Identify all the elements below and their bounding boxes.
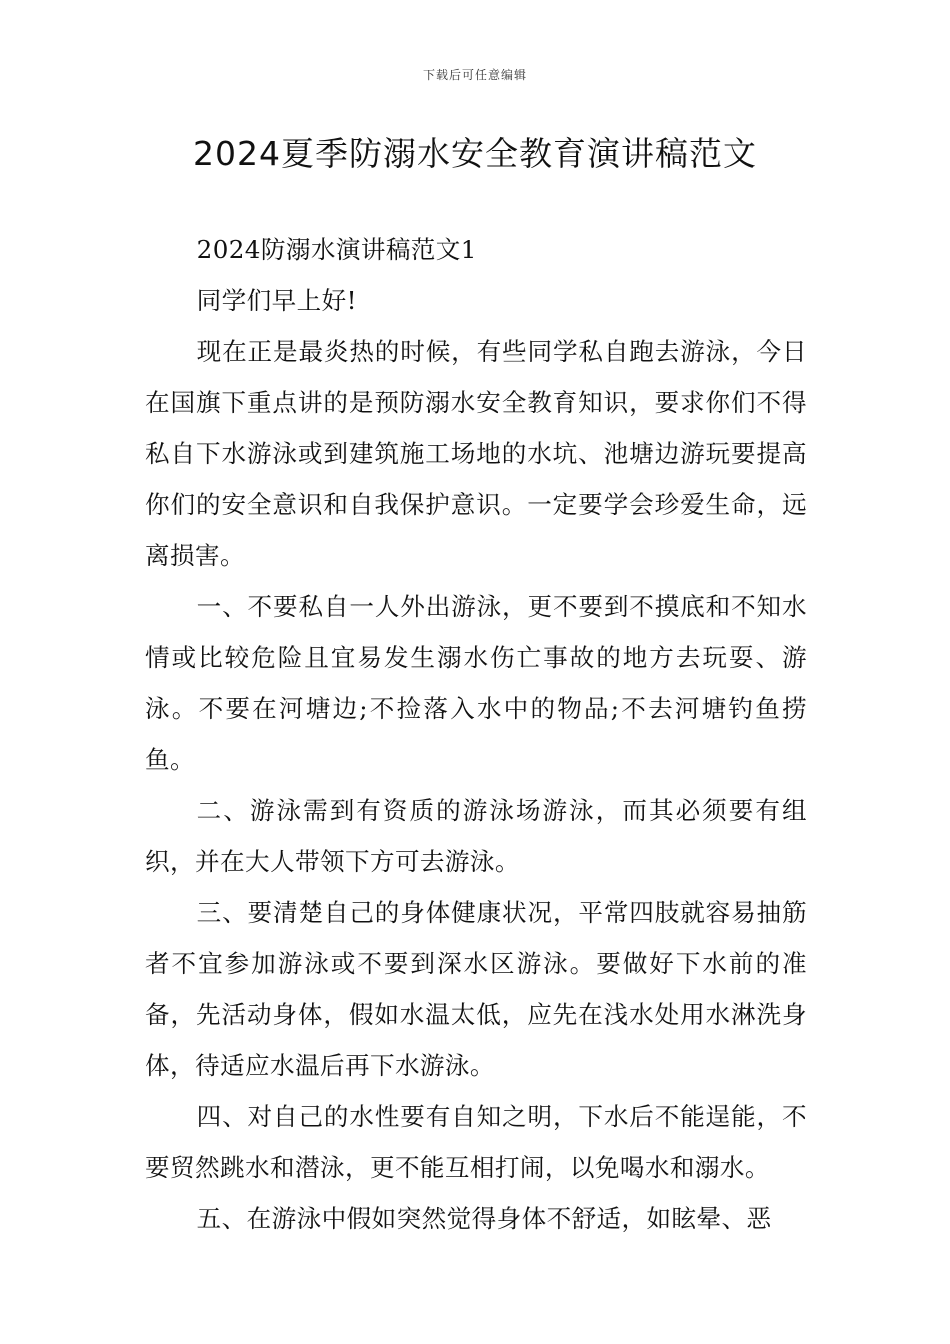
rule-paragraph-1: 一、不要私自一人外出游泳，更不要到不摸底和不知水情或比较危险且宜易发生溺水伤亡事故的地方去玩耍、游泳。不要在河塘边;不捡落入水中的物品;不去河塘钓鱼捞鱼。 — [145, 592, 807, 774]
rule-paragraph-2: 二、游泳需到有资质的游泳场游泳，而其必须要有组织，并在大人带领下方可去游泳。 — [145, 796, 807, 876]
section-heading: 2024防溺水演讲稿范文1 — [196, 235, 477, 264]
rule-paragraph-4: 四、对自己的水性要有自知之明，下水后不能逞能，不要贸然跳水和潜泳，更不能互相打闹，以免喝水和溺水。 — [145, 1102, 807, 1182]
rule-paragraph-5: 五、在游泳中假如突然觉得身体不舒适，如眩晕、恶 — [196, 1204, 772, 1233]
document-body — [145, 224, 807, 1244]
intro-paragraph: 现在正是最炎热的时候，有些同学私自跑去游泳，今日在国旗下重点讲的是预防溺水安全教育知识，要求你们不得私自下水游泳或到建筑施工场地的水坑、池塘边游玩要提高你们的安全意识和自我保护意识。一定要学会珍爱生命，远离损害。 — [145, 337, 807, 570]
greeting-paragraph: 同学们早上好! — [196, 286, 357, 315]
header-note: 下载后可任意编辑 — [422, 68, 527, 82]
document-title: 2024夏季防溺水安全教育演讲稿范文 — [193, 134, 757, 173]
rule-paragraph-3: 三、要清楚自己的身体健康状况，平常四肢就容易抽筋者不宜参加游泳或不要到深水区游泳。要做好下水前的准备，先活动身体，假如水温太低，应先在浅水处用水淋洗身体，待适应水温后再下水游泳。 — [145, 898, 807, 1080]
